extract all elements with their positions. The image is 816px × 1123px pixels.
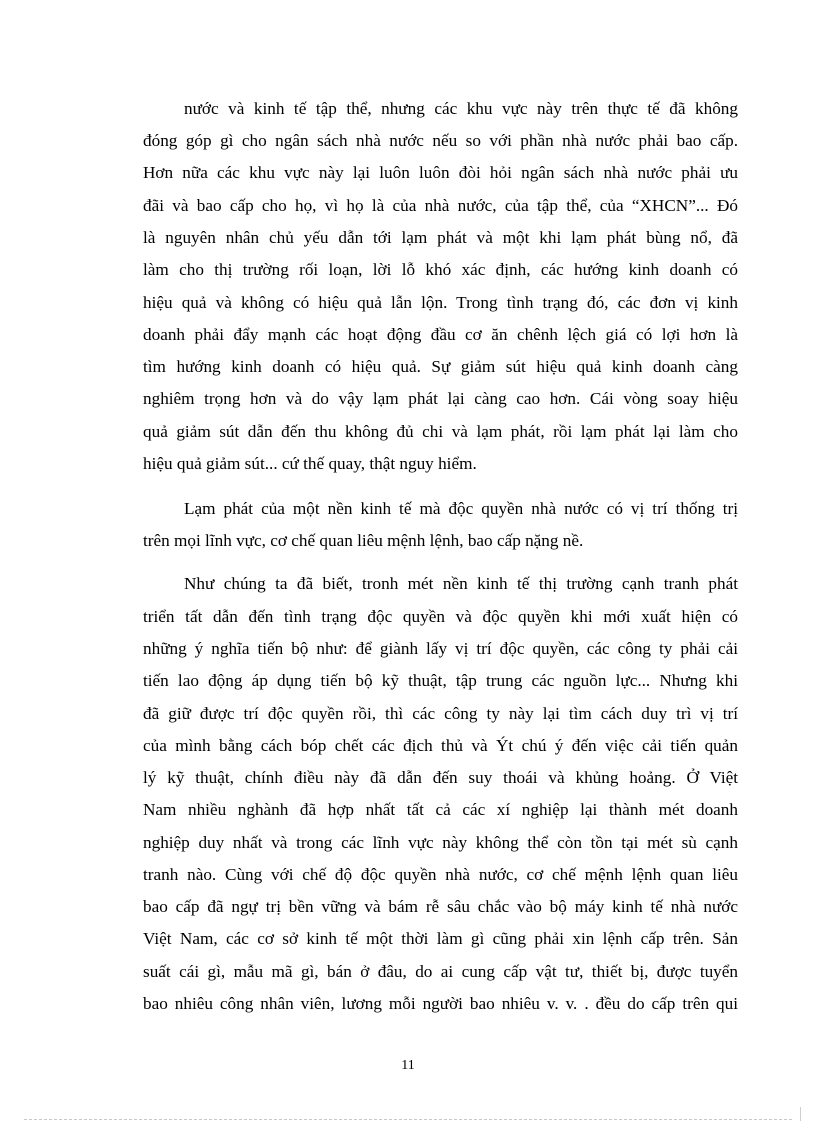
text-line: bao nhiêu công nhân viên, lương mỗi người bao nhiêu v. v. . đều do cấp trên qui	[143, 994, 738, 1013]
text-line: Hơn nữa các khu vực này lại luôn luôn đòi hỏi ngân sách nhà nước phải ưu	[143, 163, 738, 182]
text-line: doanh phải đẩy mạnh các hoạt động đầu cơ ăn chênh lệch giá có lợi hơn là	[143, 325, 738, 344]
text-line: bao cấp đã ngự trị bền vững và bám rễ sâu chắc vào bộ máy kinh tế nhà nước	[143, 897, 738, 916]
text-line: hiệu quả giảm sút... cứ thế quay, thật nguy hiểm.	[143, 454, 477, 473]
text-line: đã giữ được trí độc quyền rồi, thì các công ty này lại tìm cách duy trì vị trí	[143, 704, 738, 723]
text-line: tiến lao động áp dụng tiến bộ kỹ thuật, tập trung các nguồn lực... Nhưng khi	[143, 671, 738, 690]
text-line: triển tất dẫn đến tình trạng độc quyền và độc quyền khi mới xuất hiện có	[143, 607, 738, 626]
text-line: Việt Nam, các cơ sở kinh tế một thời làm gì cũng phải xin lệnh cấp trên. Sản	[143, 929, 738, 948]
page-number: 11	[401, 1058, 415, 1073]
text-line: của mình bằng cách bóp chết các địch thủ và Ýt chú ý đến việc cải tiến quản	[143, 736, 738, 755]
text-line: hiệu quả và không có hiệu quả lẫn lộn. Trong tình trạng đó, các đơn vị kinh	[143, 293, 738, 312]
text-line: Như chúng ta đã biết, tronh mét nền kinh tế thị trường cạnh tranh phát	[184, 574, 738, 593]
text-line: Lạm phát của một nền kinh tế mà độc quyền nhà nước có vị trí thống trị	[184, 499, 738, 518]
text-line: quả giảm sút dẫn đến thu không đủ chi và lạm phát, rồi lạm phát lại làm cho	[143, 422, 738, 441]
text-line: đóng góp gì cho ngân sách nhà nước nếu so với phần nhà nước phải bao cấp.	[143, 131, 738, 150]
text-line: suất cái gì, mẫu mã gì, bán ở đâu, do ai cung cấp vật tư, thiết bị, được tuyển	[143, 962, 738, 981]
text-line: làm cho thị trường rối loạn, lời lỗ khó xác định, các hướng kinh doanh có	[143, 260, 738, 279]
text-line: tranh nào. Cùng với chế độ độc quyền nhà nước, cơ chế mệnh lệnh quan liêu	[143, 865, 738, 884]
text-line: những ý nghĩa tiến bộ như: để giành lấy vị trí độc quyền, các công ty phải cải	[143, 639, 738, 658]
text-line: lý kỹ thuật, chính điều này đã dẫn đến suy thoái và khủng hoảng. Ở Việt	[143, 768, 738, 787]
page-bottom-rule	[24, 1119, 792, 1120]
crop-mark	[800, 1107, 801, 1121]
text-line: là nguyên nhân chủ yếu dẫn tới lạm phát và một khi lạm phát bùng nổ, đã	[143, 228, 738, 247]
text-line: tìm hướng kinh doanh có hiệu quả. Sự giảm sút hiệu quả kinh doanh càng	[143, 357, 738, 376]
text-line: đãi và bao cấp cho họ, vì họ là của nhà nước, của tập thể, của “XHCN”... Đó	[143, 196, 738, 215]
text-line: Nam nhiều nghành đã hợp nhất tất cả các xí nghiệp lại thành mét doanh	[143, 800, 738, 819]
text-line: trên mọi lĩnh vực, cơ chế quan liêu mệnh lệnh, bao cấp nặng nề.	[143, 531, 584, 550]
text-line: nghiêm trọng hơn và do vậy lạm phát lại càng cao hơn. Cái vòng soay hiệu	[143, 389, 738, 408]
text-line: nước và kinh tế tập thể, nhưng các khu vực này trên thực tế đã không	[184, 99, 738, 118]
text-line: nghiệp duy nhất và trong các lĩnh vực này không thể còn tồn tại mét sù cạnh	[143, 833, 738, 852]
